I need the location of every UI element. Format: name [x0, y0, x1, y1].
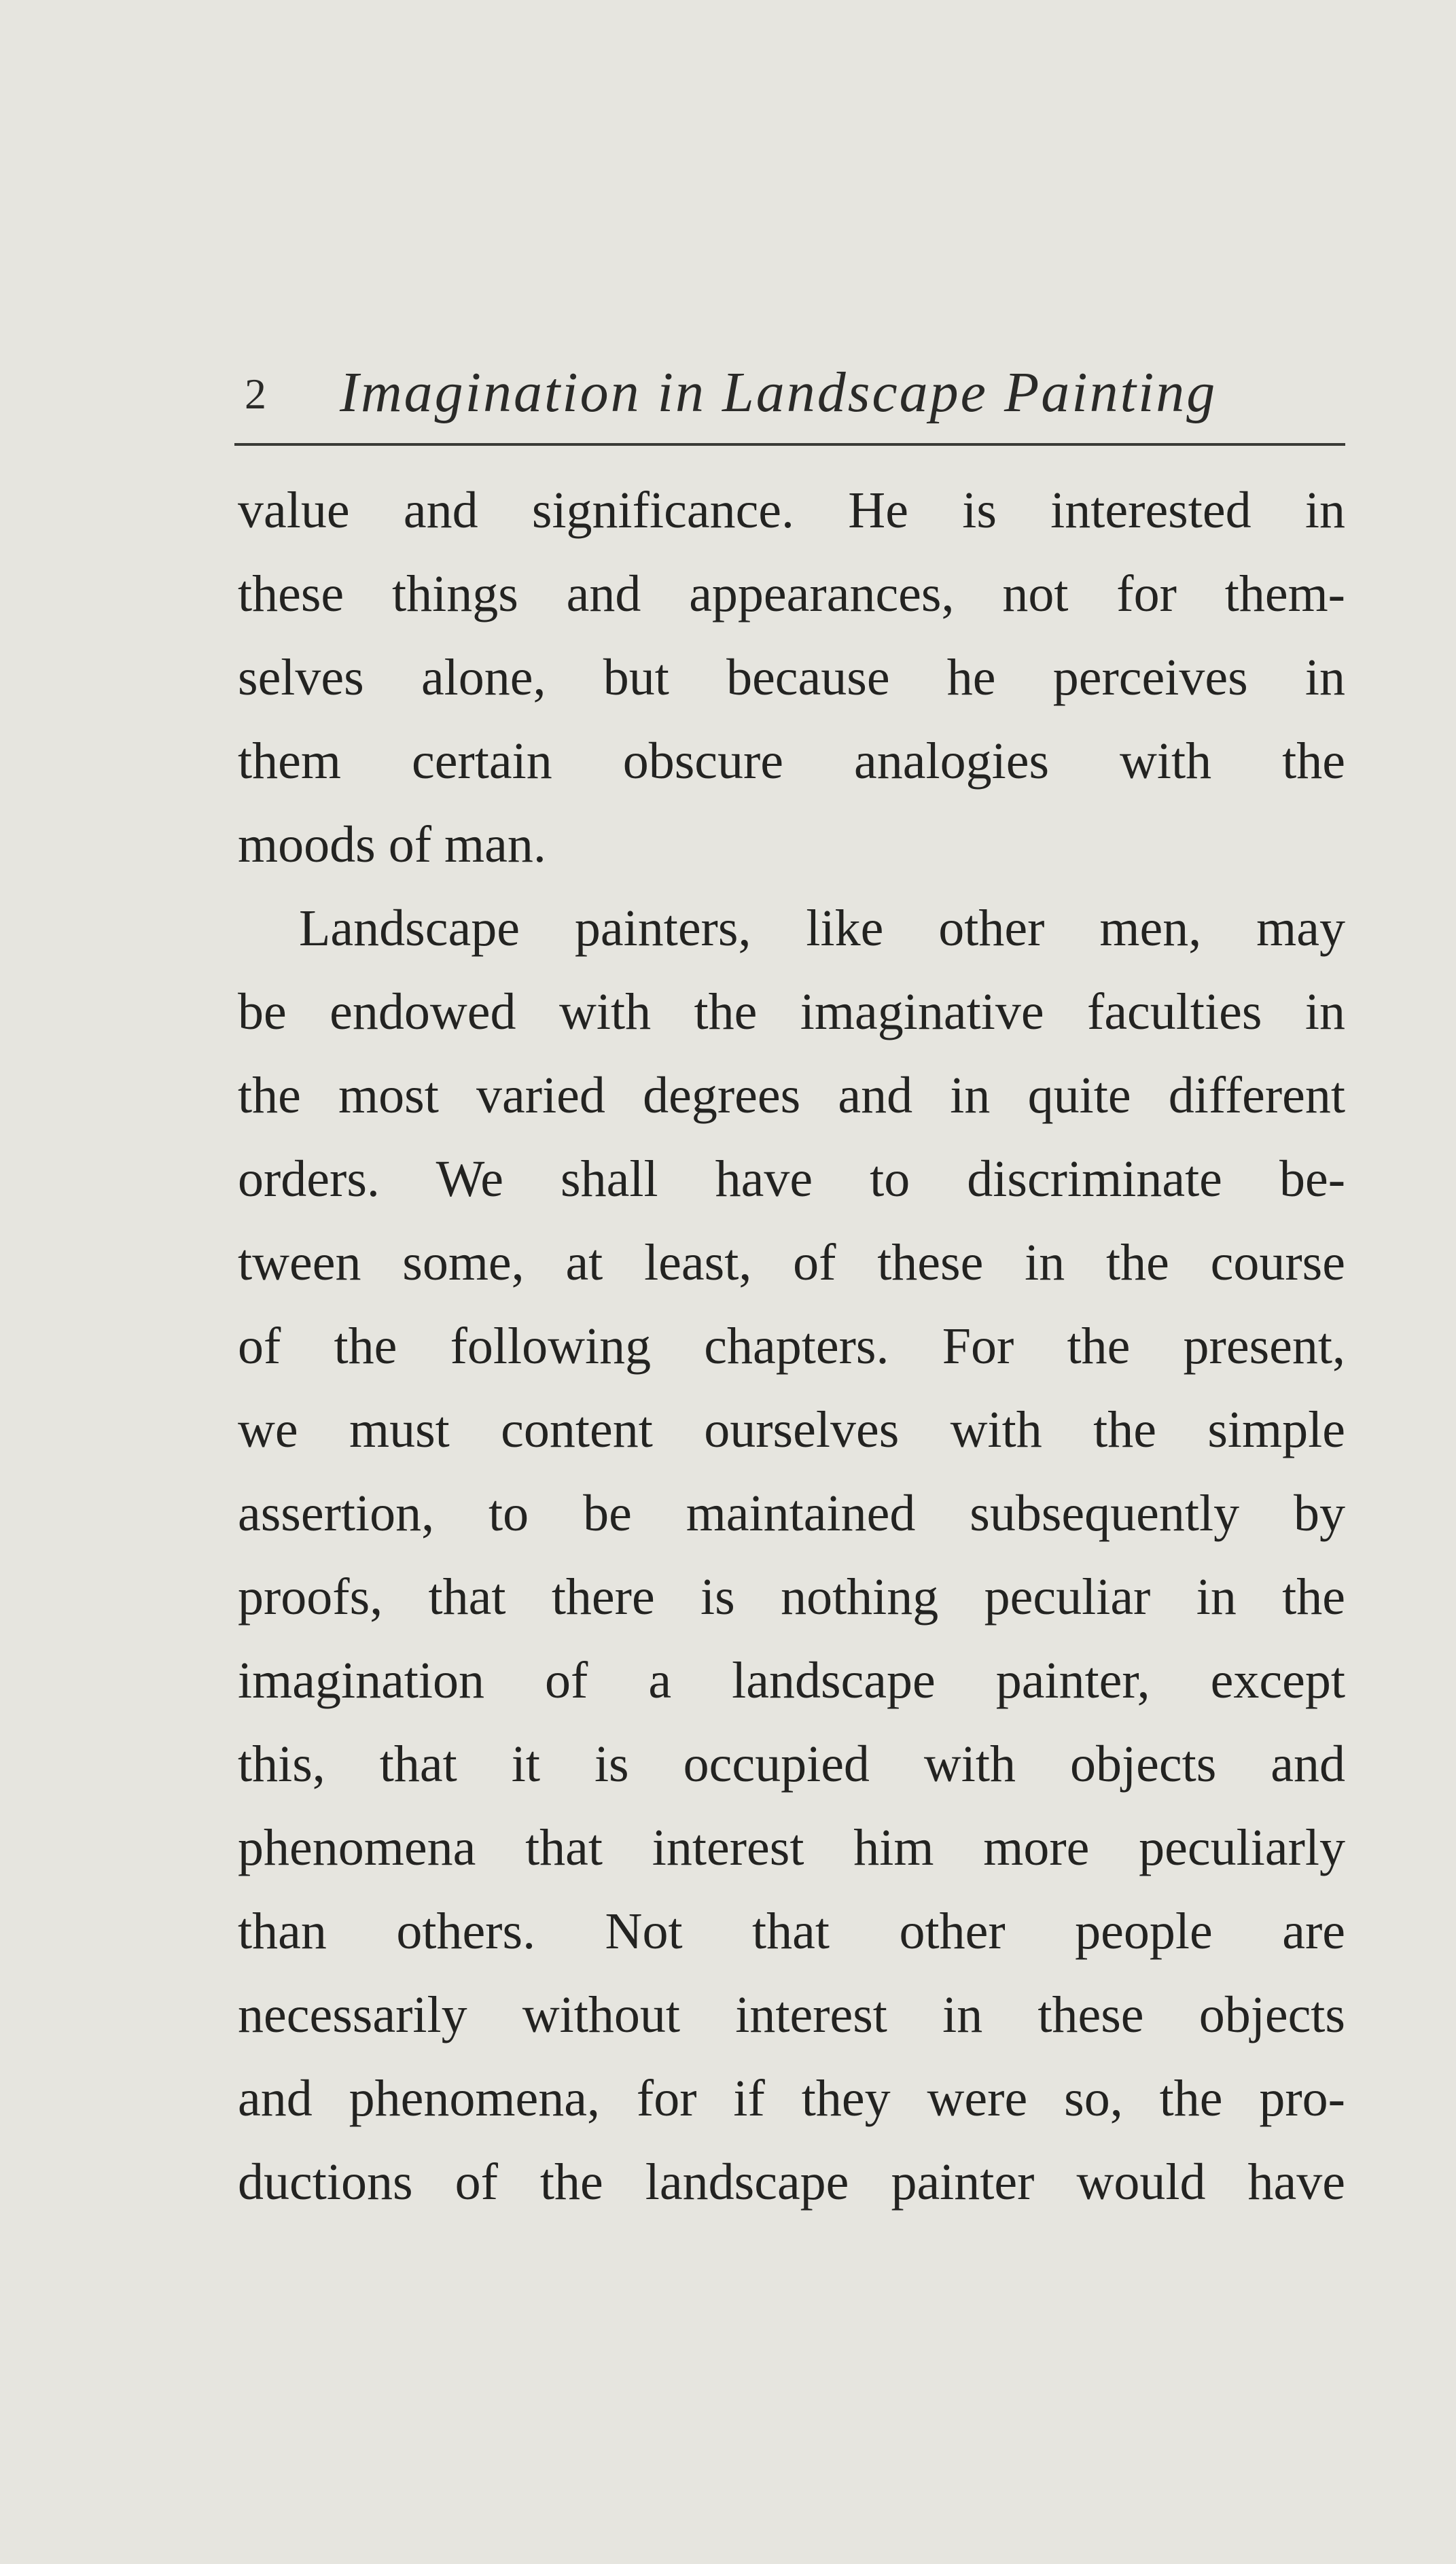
text-line: selves alone, but because he perceives in	[238, 649, 1345, 706]
text-line: ductions of the landscape painter would have	[238, 2154, 1345, 2211]
text-line: value and significance. He is interested in	[238, 482, 1345, 539]
text-line: than others. Not that other people are	[238, 1903, 1345, 1960]
text-line: proofs, that there is nothing peculiar in the	[238, 1568, 1345, 1626]
text-line: we must content ourselves with the simple	[238, 1401, 1345, 1458]
text-line: this, that it is occupied with objects and	[238, 1736, 1345, 1793]
text-line: moods of man.	[238, 816, 546, 873]
text-line: of the following chapters. For the present,	[238, 1318, 1345, 1375]
paragraph-start-line: Landscape painters, like other men, may	[299, 900, 1345, 957]
text-line: imagination of a landscape painter, except	[238, 1652, 1345, 1709]
text-line: orders. We shall have to discriminate be-	[238, 1151, 1345, 1208]
text-line: these things and appearances, not for them-	[238, 565, 1345, 622]
text-line: phenomena that interest him more peculiarly	[238, 1819, 1345, 1876]
running-head	[238, 353, 1345, 428]
body-text	[238, 469, 1345, 2224]
text-line: be endowed with the imaginative faculties in	[238, 983, 1345, 1040]
running-title: Imagination in Landscape Painting	[340, 361, 1218, 424]
page-number: 2	[245, 370, 266, 418]
text-line: assertion, to be maintained subsequently by	[238, 1485, 1345, 1542]
text-line: the most varied degrees and in quite different	[238, 1067, 1345, 1124]
text-line: and phenomena, for if they were so, the pro-	[238, 2070, 1345, 2127]
text-line: them certain obscure analogies with the	[238, 733, 1345, 790]
text-line: necessarily without interest in these objects	[238, 1986, 1345, 2043]
text-line: tween some, at least, of these in the course	[238, 1234, 1345, 1291]
header-rule	[234, 443, 1345, 446]
